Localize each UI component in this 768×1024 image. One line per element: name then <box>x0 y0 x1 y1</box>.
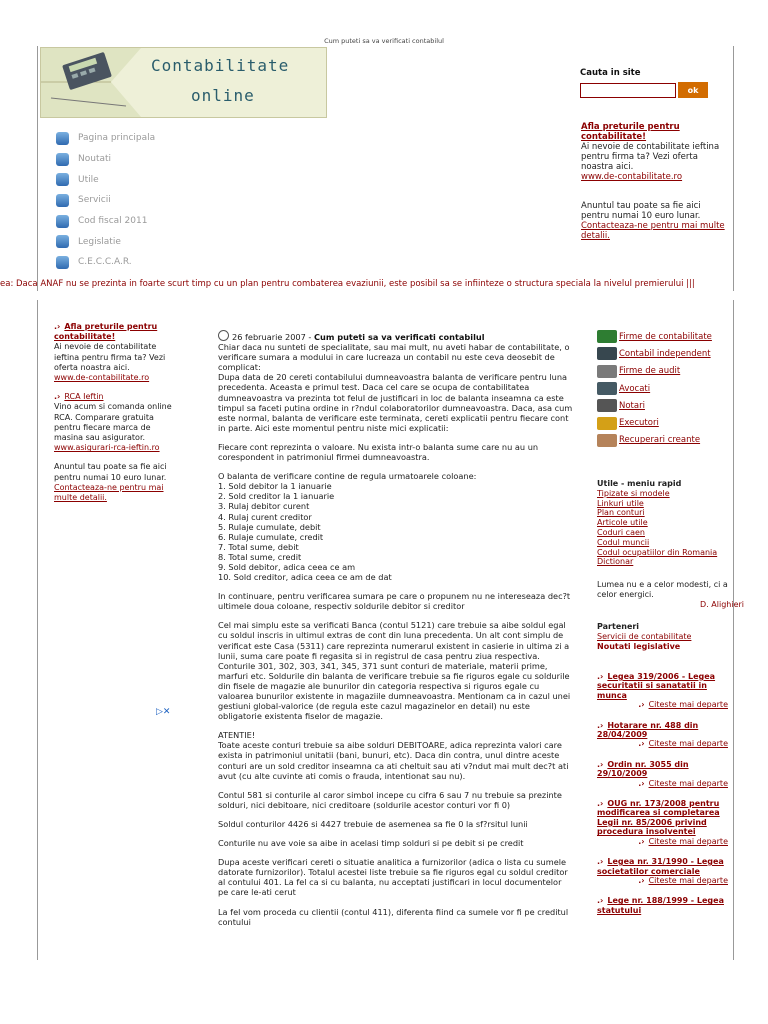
frame-left-border <box>37 46 38 291</box>
column-item: 10. Sold creditor, adica ceea ce am de dat <box>218 572 392 583</box>
pencil-icon <box>597 365 617 378</box>
promo-contact-link[interactable]: Contacteaza-ne pentru mai multe detalii. <box>581 221 725 241</box>
right-link-label: Firme de contabilitate <box>619 331 712 342</box>
quick-menu-link[interactable]: Coduri caen <box>597 527 645 537</box>
column-item: 9. Sold debitor, adica ceea ce am <box>218 561 356 572</box>
arrow-icon: .› <box>597 896 604 906</box>
law-item <box>597 857 737 885</box>
law-title-link[interactable]: Hotarare nr. 488 din 28/04/2009 <box>597 720 699 740</box>
column-item: 3. Rulaj debitor curent <box>218 501 310 512</box>
arrow-icon: .› <box>597 799 604 809</box>
nav-label: Utile <box>78 174 99 185</box>
nav-label: Pagina principala <box>78 133 156 144</box>
arrow-icon: .› <box>638 739 645 749</box>
law-title-link[interactable]: Lege nr. 188/1999 - Legea statutului <box>597 896 724 915</box>
home-icon <box>56 132 69 145</box>
arrow-icon: .› <box>638 778 645 788</box>
law-title-link[interactable]: Legea 319/2006 - Legea securitatii si sanatatii in munca <box>597 672 716 700</box>
quote-box <box>597 580 747 610</box>
site-logo[interactable] <box>40 47 327 118</box>
right-link-label: Avocati <box>619 383 651 394</box>
arrow-icon: .› <box>597 759 604 769</box>
folder-icon <box>597 434 617 447</box>
nav-label: C.E.C.C.A.R. <box>78 257 132 268</box>
quick-menu-link[interactable]: Articole utile <box>597 518 648 528</box>
column-item: 8. Total sume, credit <box>218 551 302 562</box>
logo-title-line1: Contabilitate <box>151 56 290 75</box>
right-link-recuperari-creante[interactable] <box>597 432 737 449</box>
quote-author: D. Alighieri <box>700 600 744 609</box>
left-ad2-url-link[interactable]: www.asigurari-rca-ieftin.ro <box>54 443 160 453</box>
frame-left-border-lower <box>37 300 38 960</box>
column-item: 5. Rulaje cumulate, debit <box>218 521 321 532</box>
article-paragraph: Dupa data de 20 cereti contabilului dumneavoastra balanta de verificare pentru luna precedenta. Aceasta e primul test. Daca cel care se ocupa de contabilitatea dumneavoastra va prezinta tot felul de justificari in loc de balanta inseamna ca este timpul sa faceti putina ordine in r?ndul colaboratorilor dumneavoastra. Daca, asa cum este normal, balanta de verificare este terminata, cereti explicatii pentru fiecare cont in parte. Aici este momentul pentru niste mici explicatii: <box>218 372 573 433</box>
arrow-icon: .› <box>638 875 645 885</box>
ad-url-link[interactable]: www.de-contabilitate.ro <box>581 172 683 182</box>
stamp-icon <box>597 399 617 412</box>
feather-icon <box>597 382 617 395</box>
search-input[interactable] <box>580 83 676 98</box>
calculator-icon <box>41 48 141 117</box>
right-link-avocati[interactable] <box>597 380 737 397</box>
article-paragraph: Cel mai simplu este sa verificati Banca (contul 5121) care trebuie sa aibe soldul egal cu soldul inscris in ultimul extras de cont din luna precedenta. Un alt cont simplu de verificat este Casa (5311) care reprezinta numerarul existent in casierie in ultima zi a lunii, suma care poate fi regasita si in registrul de casa pentru ziua respectiva. Conturile 301, 302, 303, 341, 345, 371 sunt conturi de materiale, materii prime, marfuri etc. Soldurile din balanta de verificare trebuie sa fie riguros egale cu soldurile din fisele de magazie ale bunurilor din categoria respectiva si riguros egale cu valoarea bunurilor existente in magaziile dumneavoastra. Mentionam ca in cazul unei gestiuni global-valorice (de regula este cazul magazinelor en detail) nu este obligatorie existenta fiselor de magazie. <box>218 620 571 722</box>
arrow-icon: .› <box>638 700 645 710</box>
article-paragraph: ATENTIE! Toate aceste conturi trebuie sa aibe solduri DEBITOARE, adica reprezinta valori care exista in patrimoniul unitatii (bani, bunuri, etc). Daca din contra, unul dintre aceste conturi are un sold creditor inseamna ca ati cheltuit sau ati v?ndut mai mult dec?t ati avut (cu alte cuvinte ati comis o frauda, intentionat sau nu). <box>218 730 569 781</box>
nav-item-ceccar[interactable] <box>56 252 155 273</box>
nav-label: Legislatie <box>78 236 121 247</box>
nav-item-noutati[interactable] <box>56 149 155 170</box>
columns-list <box>218 471 573 582</box>
search-button[interactable]: ok <box>678 82 708 98</box>
article <box>218 330 573 936</box>
law-title-link[interactable]: OUG nr. 173/2008 pentru modificarea si completarea Legii nr. 85/2006 privind procedura insolventei <box>597 799 720 837</box>
right-link-label: Recuperari creante <box>619 435 701 446</box>
right-directory-links <box>597 328 737 449</box>
article-paragraph: Contul 581 si conturile al caror simbol incepe cu cifra 6 sau 7 nu trebuie sa prezinte solduri, nici debitoare, nici creditoare (soldurile acestor conturi vor fi 0) <box>218 789 562 810</box>
arrow-icon: .› <box>54 322 61 331</box>
laws-icon <box>56 235 69 248</box>
article-paragraph: Conturile nu ave voie sa aibe in acelasi timp solduri si pe debit si pe credit <box>218 838 524 849</box>
article-date-separator: - <box>305 332 314 342</box>
law-item <box>597 760 737 788</box>
law-title-link[interactable]: Ordin nr. 3055 din 29/10/2009 <box>597 759 689 779</box>
read-more-link[interactable]: Citeste mai departe <box>648 739 728 749</box>
right-link-label: Notari <box>619 400 645 411</box>
right-top-ad <box>581 122 731 241</box>
logo-title-line2: online <box>191 86 255 105</box>
partners-box <box>597 622 737 651</box>
quick-menu <box>597 479 737 567</box>
law-item <box>597 896 737 915</box>
left-ad1-text: Ai nevoie de contabilitate ieftina pentru firma ta? Vezi oferta noastra aici. <box>54 342 166 372</box>
arrow-icon: .› <box>597 672 604 681</box>
search-label: Cauta in site <box>580 68 641 78</box>
arrow-icon: .› <box>597 857 604 867</box>
left-sidebar-ads <box>54 322 174 512</box>
quick-menu-link[interactable]: Codul muncii <box>597 537 650 547</box>
help-icon <box>56 153 69 166</box>
law-item <box>597 672 737 710</box>
quick-menu-link[interactable]: Linkuri utile <box>597 498 644 508</box>
quick-menu-heading: Utile - meniu rapid <box>597 479 682 488</box>
left-promo-text: Anuntul tau poate sa fie aici pentru numai 10 euro lunar. <box>54 462 167 482</box>
quick-menu-link[interactable]: Codul ocupatiilor din Romania <box>597 547 718 557</box>
nav-item-pagina-principala[interactable] <box>56 128 155 149</box>
article-paragraph: Fiecare cont reprezinta o valoare. Nu exista intr-o balanta sume care nu au un corespondent in patrimoniul firmei dumneavoastra. <box>218 441 539 463</box>
read-more-link[interactable]: Citeste mai departe <box>648 700 728 710</box>
ad-title-link[interactable]: Afla preturile pentru contabilitate! <box>581 122 680 142</box>
quick-menu-link[interactable]: Tipizate si modele <box>597 488 670 498</box>
column-item: 7. Total sume, debit <box>218 541 299 552</box>
page-tab-title: Cum puteti sa va verificati contabilul <box>324 37 444 45</box>
pen-icon <box>597 330 617 343</box>
partners-link[interactable]: Servicii de contabilitate <box>597 631 692 641</box>
ad-text: Ai nevoie de contabilitate ieftina pentru firma ta? Vezi oferta noastra aici. <box>581 142 720 172</box>
nav-item-servicii[interactable] <box>56 190 155 211</box>
nav-label: Cod fiscal 2011 <box>78 216 148 227</box>
law-item <box>597 721 737 749</box>
quote-text: Lumea nu e a celor modesti, ci a celor energici. <box>597 580 728 599</box>
globe-icon <box>56 173 69 186</box>
read-more-link[interactable]: Citeste mai departe <box>648 778 728 788</box>
nav-item-legislatie[interactable] <box>56 231 155 252</box>
column-item: 1. Sold debitor la 1 ianuarie <box>218 481 332 492</box>
article-paragraph: La fel vom proceda cu clientii (contul 411), diferenta fiind ca sumele vor fi pe creditul contului <box>218 906 569 927</box>
article-intro: Chiar daca nu sunteti de specialitate, sau mai mult, nu aveti habar de contabilitate, o verificare sumara a modului in care lucreaza un contabil nu este ceva deosebit de complicat: <box>218 342 570 373</box>
right-link-firme-contabilitate[interactable] <box>597 328 737 345</box>
right-link-label: Executori <box>619 418 659 429</box>
columns-intro: O balanta de verificare contine de regula urmatoarele coloane: <box>218 471 477 482</box>
left-ad1-url-link[interactable]: www.de-contabilitate.ro <box>54 373 150 383</box>
read-more-link[interactable]: Citeste mai departe <box>648 875 728 885</box>
arrow-icon: .› <box>54 392 61 402</box>
clock-icon <box>218 330 229 341</box>
quick-menu-link[interactable]: Dictionar <box>597 557 634 567</box>
law-title-link[interactable]: Legea nr. 31/1990 - Legea societatilor comerciale <box>597 857 724 876</box>
law-item <box>597 799 737 846</box>
right-link-firme-audit[interactable] <box>597 363 737 380</box>
nav-item-utile[interactable] <box>56 169 155 190</box>
left-promo-contact-link[interactable]: Contacteaza-ne pentru mai multe detalii. <box>54 482 164 503</box>
column-item: 2. Sold creditor la 1 ianuarie <box>218 491 335 502</box>
services-icon <box>56 194 69 207</box>
quick-menu-link[interactable]: Plan conturi <box>597 508 645 518</box>
article-date: 26 februarie 2007 <box>232 332 306 342</box>
article-paragraph: In continuare, pentru verificarea sumara pe care o propunem nu ne intereseaza dec?t ultimele doua coloane, respectiv soldurile debitor si creditor <box>218 591 571 612</box>
hammer-icon <box>597 417 617 430</box>
arrow-icon: .› <box>597 720 604 730</box>
nav-label: Noutati <box>78 154 112 165</box>
right-link-notari[interactable] <box>597 397 737 414</box>
left-ad2-title-link[interactable]: RCA Ieftin <box>64 392 104 402</box>
partners-heading: Parteneri <box>597 622 640 631</box>
adchoices-icon[interactable]: ▷✕ <box>156 707 171 717</box>
site-search <box>580 68 740 98</box>
article-title: Cum puteti sa va verificati contabilul <box>314 332 485 342</box>
column-item: 6. Rulaje cumulate, credit <box>218 531 324 542</box>
left-ad2-text: Vino acum si comanda online RCA. Comparare gratuita pentru fiecare marca de masina sau asigurator. <box>54 402 172 443</box>
column-item: 4. Rulaj curent creditor <box>218 511 312 522</box>
main-navigation <box>56 128 155 273</box>
promo-text: Anuntul tau poate sa fie aici pentru numai 10 euro lunar. <box>581 201 701 221</box>
right-link-executori[interactable] <box>597 414 737 431</box>
globe-icon <box>56 256 69 269</box>
legislative-news-list <box>597 672 737 926</box>
left-ad1-title-link[interactable]: Afla preturile pentru contabilitate! <box>54 322 158 342</box>
arrow-icon: .› <box>638 836 645 846</box>
right-link-contabil-independent[interactable] <box>597 345 737 362</box>
right-link-label: Contabil independent <box>619 348 711 359</box>
right-link-label: Firme de audit <box>619 366 681 377</box>
nav-label: Servicii <box>78 195 111 206</box>
news-ticker[interactable]: ea: Daca ANAF nu se prezinta in foarte scurt timp cu un plan pentru combaterea evaziunii, este posibil sa se infiinteze o structura speciala la nivelul premierului ||| <box>0 279 695 289</box>
phone-icon <box>597 347 617 360</box>
nav-item-cod-fiscal[interactable] <box>56 211 155 232</box>
legislative-news-heading: Noutati legislative <box>597 641 681 651</box>
search-icon <box>56 215 69 228</box>
article-paragraph: Dupa aceste verificari cereti o situatie analitica a furnizorilor (adica o lista cu sumele datorate furnizorilor). Totalul acestei liste trebuie sa fie riguros egal cu soldul creditor al contului 401. La fel ca si cu balanta, nu acceptati justificari in locul documentelor pe care le-ati cerut <box>218 857 568 898</box>
read-more-link[interactable]: Citeste mai departe <box>648 836 728 846</box>
article-paragraph: Soldul conturilor 4426 si 4427 trebuie de asemenea sa fie 0 la sf?rsitul lunii <box>218 818 528 829</box>
